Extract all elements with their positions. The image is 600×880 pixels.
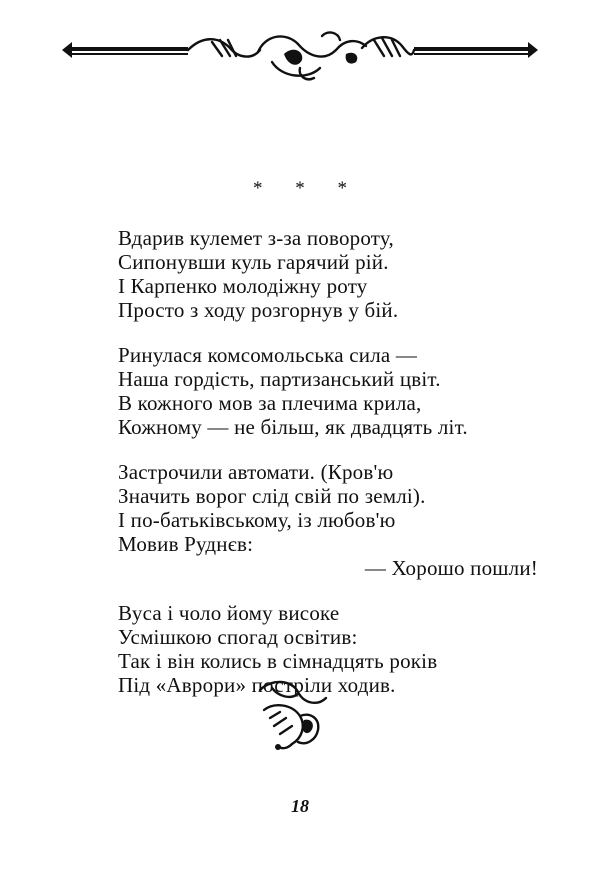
poem-line: В кожного мов за плечима крила, — [118, 391, 422, 415]
poem-line: І по-батьківському, із любов'ю — [118, 508, 396, 532]
poem-line: І Карпенко молодіжну роту — [118, 274, 368, 298]
poem-line: Кожному — не більш, як двадцять літ. — [118, 415, 468, 439]
floral-scroll-banner-icon — [62, 28, 538, 84]
poem-line: Під «Аврори» постріли ходив. — [118, 673, 396, 697]
poem-line: Вуса і чоло йому високе — [118, 601, 340, 625]
leaf-sprig-icon — [252, 676, 332, 752]
page-number: 18 — [291, 796, 309, 816]
stanza-3 — [118, 460, 538, 580]
poem-line: Сипонувши куль гарячий рій. — [118, 250, 389, 274]
stanza-separator: * * * — [253, 178, 361, 199]
stanza-2 — [118, 343, 538, 439]
poem-body — [118, 226, 538, 718]
poem-line: Вдарив кулемет з-за повороту, — [118, 226, 394, 250]
poem-line: Просто з ходу розгорнув у бій. — [118, 298, 399, 322]
poem-line: Наша гордість, партизанський цвіт. — [118, 367, 441, 391]
poem-line: Застрочили автомати. (Кров'ю — [118, 460, 394, 484]
poem-line: Усмішкою спогад освітив: — [118, 625, 358, 649]
poem-line: Так і він колись в сімнадцять років — [118, 649, 438, 673]
poem-line: Мовив Руднєв: — [118, 532, 254, 556]
poem-line: Значить ворог слід свій по землі). — [118, 484, 426, 508]
stanza-1 — [118, 226, 538, 322]
poem-line: Ринулася комсомольська сила — — [118, 343, 418, 367]
poem-line-dialogue: — Хорошо пошли! — [364, 556, 538, 580]
